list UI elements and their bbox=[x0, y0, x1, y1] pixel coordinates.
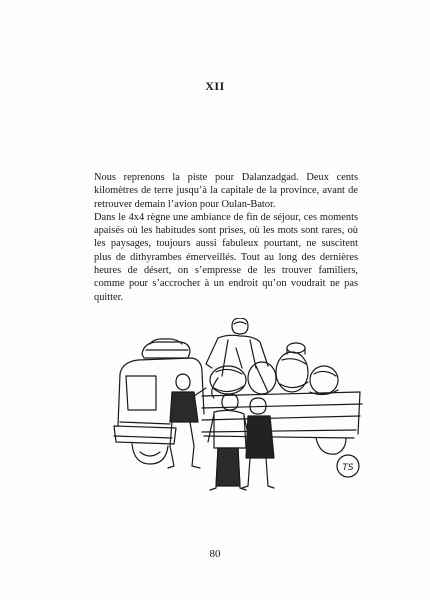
page-number: 80 bbox=[209, 548, 221, 560]
cargo-load bbox=[210, 343, 338, 395]
chapter-title: XII bbox=[205, 79, 225, 93]
roof-bundles bbox=[142, 339, 190, 358]
signature-text: TS bbox=[342, 463, 354, 473]
person-right bbox=[242, 398, 274, 488]
signature-stamp bbox=[337, 455, 359, 477]
truck-bed bbox=[202, 392, 362, 454]
paragraph-1: Nous reprenons la piste pour Dalanzadgad. Deux cents kilomètres de terre jusqu’à la capitale de la province, avant de retrouver demain l’avion pour Oulan-Bator. bbox=[94, 172, 358, 210]
person-left bbox=[168, 374, 206, 468]
person-center bbox=[208, 394, 250, 490]
body-text bbox=[94, 171, 358, 304]
truck-loading-illustration bbox=[110, 318, 370, 496]
paragraph-2: Dans le 4x4 règne une ambiance de fin de séjour, ces moments apaisés où les habitudes sont prises, où les mots sont rares, où les paysages, toujours aussi fabuleux pourtant, ne suscitent plus de dithyrambes émerveillés. Tout au long des dernières heures de désert, on s’empresse de les trouver familiers, comme pour s’accrocher à un endroit qu’on voudrait ne pas quitter. bbox=[94, 211, 358, 303]
man-on-truck bbox=[206, 318, 268, 398]
